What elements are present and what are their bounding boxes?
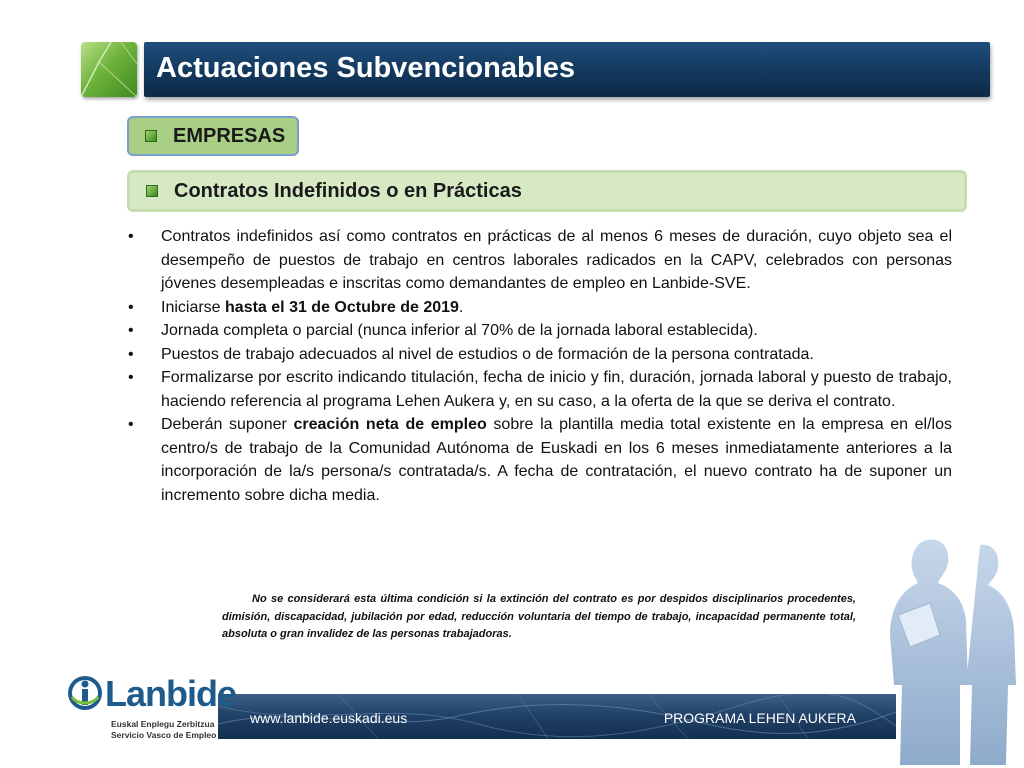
square-bullet-icon bbox=[145, 130, 157, 142]
list-item bbox=[128, 343, 952, 367]
footer-website-link[interactable]: www.lanbide.euskadi.eus bbox=[250, 710, 408, 726]
footer-bar bbox=[218, 694, 896, 739]
subsection-tag-label: Contratos Indefinidos o en Prácticas bbox=[174, 179, 522, 202]
lanbide-tagline-basque: Euskal Enplegu Zerbitzua bbox=[111, 719, 215, 729]
list-item-text: . bbox=[458, 298, 464, 316]
bullet-dot: • bbox=[128, 228, 134, 245]
footnote: No se considerará esta última condición si la extinción del contrato es por despidos disciplinarios procedentes, dimisión, discapacidad, jubilación por edad, reducción voluntaria del tiempo de trabajo, incapacidad permanente total, absoluta o gran invalidez de las personas trabajadoras. bbox=[222, 593, 856, 640]
lanbide-wordmark: Lanbide bbox=[105, 673, 237, 714]
list-item-text: Puestos de trabajo adecuados al nivel de estudios o de formación de la persona contratada. bbox=[161, 345, 814, 363]
title-icon-green-square bbox=[81, 42, 137, 97]
list-item bbox=[128, 319, 952, 343]
section-tag-label: EMPRESAS bbox=[173, 124, 286, 147]
bullet-dot: • bbox=[128, 416, 134, 433]
list-item-text: Formalizarse por escrito indicando titulación, fecha de inicio y fin, duración, jornada laboral y puesto de trabajo, haciendo referencia al programa Lehen Aukera y, en su caso, a la oferta de la que se deriva el contrato. bbox=[161, 369, 952, 410]
footer-program-name: PROGRAMA LEHEN AUKERA bbox=[663, 710, 856, 726]
lanbide-logo-mark-icon bbox=[67, 675, 103, 711]
bullet-list-container bbox=[128, 225, 952, 507]
list-item-text: Deberán suponer bbox=[161, 416, 294, 433]
bullet-dot: • bbox=[128, 345, 134, 363]
people-silhouette-illustration bbox=[880, 535, 1020, 765]
title-bar bbox=[144, 42, 990, 97]
list-item bbox=[128, 296, 952, 320]
list-item bbox=[128, 225, 952, 296]
subsection-tag bbox=[127, 170, 967, 212]
lanbide-logo bbox=[67, 673, 237, 745]
list-item bbox=[128, 366, 952, 413]
list-item bbox=[128, 413, 952, 507]
list-item-bold: creación neta de empleo bbox=[293, 416, 487, 433]
section-tag bbox=[127, 116, 299, 156]
bullet-dot: • bbox=[128, 369, 134, 386]
page-title: Actuaciones Subvencionables bbox=[156, 52, 576, 84]
list-item-text: Iniciarse bbox=[161, 298, 226, 316]
list-item-text: Jornada completa o parcial (nunca inferior al 70% de la jornada laboral establecida). bbox=[161, 322, 758, 339]
list-item-text: Contratos indefinidos así como contratos en prácticas de al menos 6 meses de duración, cuyo objeto sea el desempeño de puestos de trabajo en centros laborales radicados en la CAPV, celebrados con personas jóvenes desempleadas e inscritas como demandantes de empleo en Lanbide-SVE. bbox=[161, 228, 952, 292]
bullet-list bbox=[128, 225, 952, 507]
lanbide-tagline-spanish: Servicio Vasco de Empleo bbox=[111, 730, 217, 740]
bullet-dot: • bbox=[128, 322, 134, 339]
list-item-bold: hasta el 31 de Octubre de 2019 bbox=[225, 298, 459, 316]
list-item-text: sobre la plantilla media total existente en la empresa en el/los centro/s de trabajo de la Comunidad Autónoma de Euskadi en los 6 meses inmediatamente anteriores a la incorporación de la/s persona/s contratada/s. A fecha de contratación, el nuevo contrato ha de suponer un incremento sobre dicha media. bbox=[161, 416, 953, 504]
square-bullet-icon bbox=[146, 185, 158, 197]
bullet-dot: • bbox=[128, 298, 134, 316]
